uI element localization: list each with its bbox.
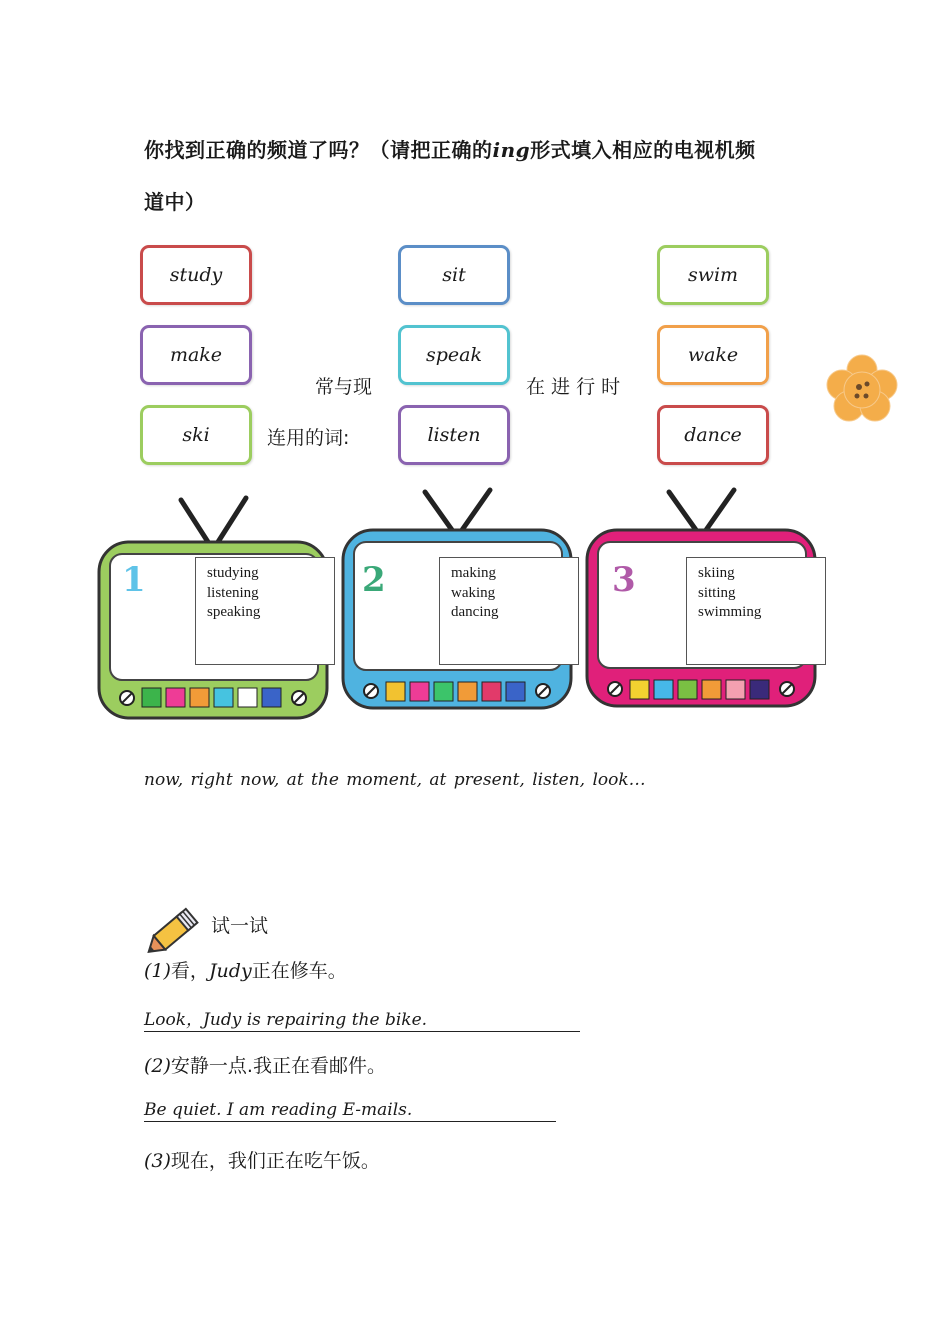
tv-2-answer: dancing — [451, 604, 499, 620]
exercise-name: Judy — [208, 960, 252, 982]
tv-1-answer: speaking — [207, 604, 261, 620]
exercise-number: (2) — [144, 1055, 171, 1077]
instruction-text: 你找到正确的频道了吗？（请把正确的 — [144, 138, 493, 162]
word-box-sit: sit — [398, 245, 510, 305]
middle-text-part2: 在 进 行 时 — [526, 376, 621, 398]
word-box-swim: swim — [657, 245, 769, 305]
exercise-1-answer: Look，Judy is repairing the bike. — [144, 1005, 580, 1032]
tv-2-answer: making — [451, 565, 496, 581]
tv-1-channel: 1 — [122, 560, 146, 600]
exercise-cn-text: 看， — [170, 960, 209, 982]
instruction-text-end: 形式填入相应的电视机频 — [530, 138, 756, 162]
exercise-cn-text: 现在，我们正在吃午饭。 — [170, 1150, 380, 1172]
exercise-1-question — [144, 956, 347, 983]
time-words-hint: now, right now, at the moment, at present, listen, look… — [144, 770, 646, 790]
tv-1-answer: listening — [207, 584, 259, 601]
middle-text-part3: 连用的词: — [267, 427, 350, 449]
tv-1-answer-box — [195, 557, 335, 665]
tv-1-answer: studying — [207, 565, 259, 581]
word-box-study: study — [140, 245, 252, 305]
ing-text: ing — [492, 138, 531, 162]
word-box-ski: ski — [140, 405, 252, 465]
exercise-cn-text: 正在修车。 — [251, 960, 347, 982]
tv-2-channel: 2 — [362, 560, 386, 600]
middle-text-part1: 常与现 — [315, 376, 373, 398]
word-box-make: make — [140, 325, 252, 385]
exercise-cn-text: 安静一点.我正在看邮件。 — [170, 1055, 386, 1077]
tv-3-answer: swimming — [698, 604, 762, 620]
try-it-label: 试一试 — [211, 915, 269, 937]
tv-2-answer: waking — [451, 584, 496, 601]
tv-3-answer-box — [686, 557, 826, 665]
exercise-number: (3) — [144, 1150, 171, 1172]
exercise-2-answer: Be quiet. I am reading E-mails. — [144, 1100, 556, 1122]
tv-3-answer: skiing — [698, 565, 735, 581]
word-box-listen: listen — [398, 405, 510, 465]
instruction-line-2: 道中） — [144, 190, 206, 214]
word-box-dance: dance — [657, 405, 769, 465]
tv-3-answer: sitting — [698, 584, 736, 601]
word-box-speak: speak — [398, 325, 510, 385]
exercise-3-question — [144, 1146, 380, 1173]
flower-icon — [826, 354, 898, 424]
instruction-line-1 — [144, 134, 756, 163]
tv-3-channel: 3 — [612, 560, 636, 600]
word-box-wake: wake — [657, 325, 769, 385]
exercise-number: (1) — [144, 960, 171, 982]
tv-2-answer-box — [439, 557, 579, 665]
exercise-2-question — [144, 1051, 386, 1078]
